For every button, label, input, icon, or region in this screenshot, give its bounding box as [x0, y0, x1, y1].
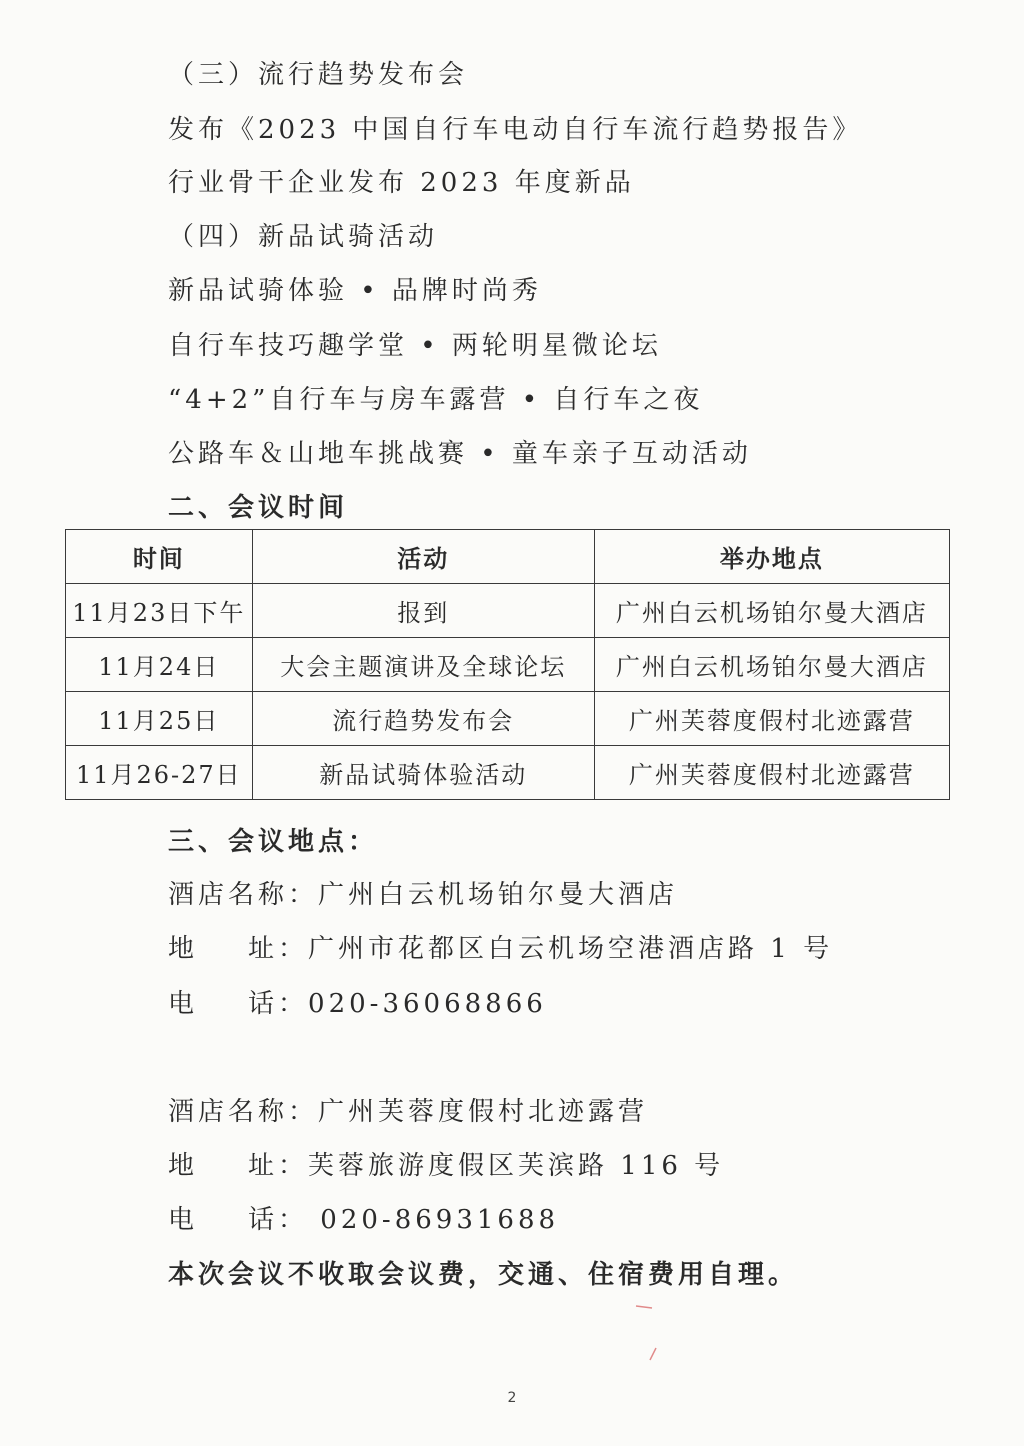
activity-item: 公路车＆山地车挑战赛 • 童车亲子互动活动: [168, 439, 752, 469]
table-row: [66, 638, 950, 692]
venue-name-label: 酒店名称：: [168, 880, 319, 910]
cell-time: 11月26-27日: [66, 746, 253, 800]
cell-venue: 广州白云机场铂尔曼大酒店: [594, 638, 949, 692]
phone-value: 020-86931688: [308, 1205, 560, 1235]
new-products-item: 行业骨干企业发布 2023 年度新品: [168, 168, 635, 198]
phone-label-part2: 话：: [248, 1205, 309, 1235]
phone-label-part2: 话：: [248, 989, 309, 1019]
table-header-row: [66, 530, 950, 584]
address-label-part2: 址：: [248, 934, 309, 964]
cell-activity: 新品试骑体验活动: [252, 746, 594, 800]
activity-item: 自行车技巧趣学堂 • 两轮明星微论坛: [168, 331, 662, 361]
section-title-test-ride: （四）新品试骑活动: [168, 222, 439, 252]
header-activity: 活动: [252, 530, 594, 584]
address-value: 芙蓉旅游度假区芙滨路 116 号: [308, 1151, 725, 1181]
cell-time: 11月25日: [66, 692, 253, 746]
cell-venue: 广州白云机场铂尔曼大酒店: [594, 584, 949, 638]
venue-name-label: 酒店名称：: [168, 1097, 319, 1127]
page-number: 2: [507, 1390, 517, 1406]
meeting-time-heading: 二、会议时间: [168, 493, 349, 523]
cell-activity: 报到: [252, 584, 594, 638]
meeting-place-heading: 三、会议地点：: [168, 827, 379, 857]
cell-venue: 广州芙蓉度假村北迹露营: [594, 692, 949, 746]
header-time: 时间: [66, 530, 253, 584]
header-venue: 举办地点: [594, 530, 949, 584]
activity-item: 新品试骑体验 • 品牌时尚秀: [168, 276, 542, 306]
address-label-part2: 址：: [248, 1151, 309, 1181]
venue-2-name: [168, 1095, 648, 1129]
trend-report-item: 发布《2023 中国自行车电动自行车流行趋势报告》: [168, 115, 863, 145]
venue-1-phone: [168, 987, 547, 1021]
table-row: [66, 584, 950, 638]
section-title-trend-conference: （三）流行趋势发布会: [168, 60, 469, 90]
activity-item: “4+2”自行车与房车露营 • 自行车之夜: [168, 385, 704, 415]
phone-value: 020-36068866: [308, 989, 547, 1019]
cell-venue: 广州芙蓉度假村北迹露营: [594, 746, 949, 800]
cell-time: 11月24日: [66, 638, 253, 692]
venue-2-phone: [168, 1203, 559, 1237]
stamp-trace: [630, 1300, 670, 1370]
schedule-table: [65, 529, 950, 800]
address-value: 广州市花都区白云机场空港酒店路 1 号: [308, 934, 834, 964]
venue-1-address: [168, 932, 833, 966]
address-label-part1: 地: [168, 934, 199, 964]
venue-1-name: [168, 878, 678, 912]
phone-label-part1: 电: [168, 989, 199, 1019]
table-row: [66, 746, 950, 800]
fee-note: 本次会议不收取会议费，交通、住宿费用自理。: [168, 1260, 799, 1290]
cell-activity: 流行趋势发布会: [252, 692, 594, 746]
table-row: [66, 692, 950, 746]
cell-time: 11月23日下午: [66, 584, 253, 638]
venue-name-value: 广州白云机场铂尔曼大酒店: [318, 880, 679, 910]
phone-label-part1: 电: [168, 1205, 199, 1235]
venue-name-value: 广州芙蓉度假村北迹露营: [318, 1097, 649, 1127]
address-label-part1: 地: [168, 1151, 199, 1181]
venue-2-address: [168, 1149, 724, 1183]
cell-activity: 大会主题演讲及全球论坛: [252, 638, 594, 692]
